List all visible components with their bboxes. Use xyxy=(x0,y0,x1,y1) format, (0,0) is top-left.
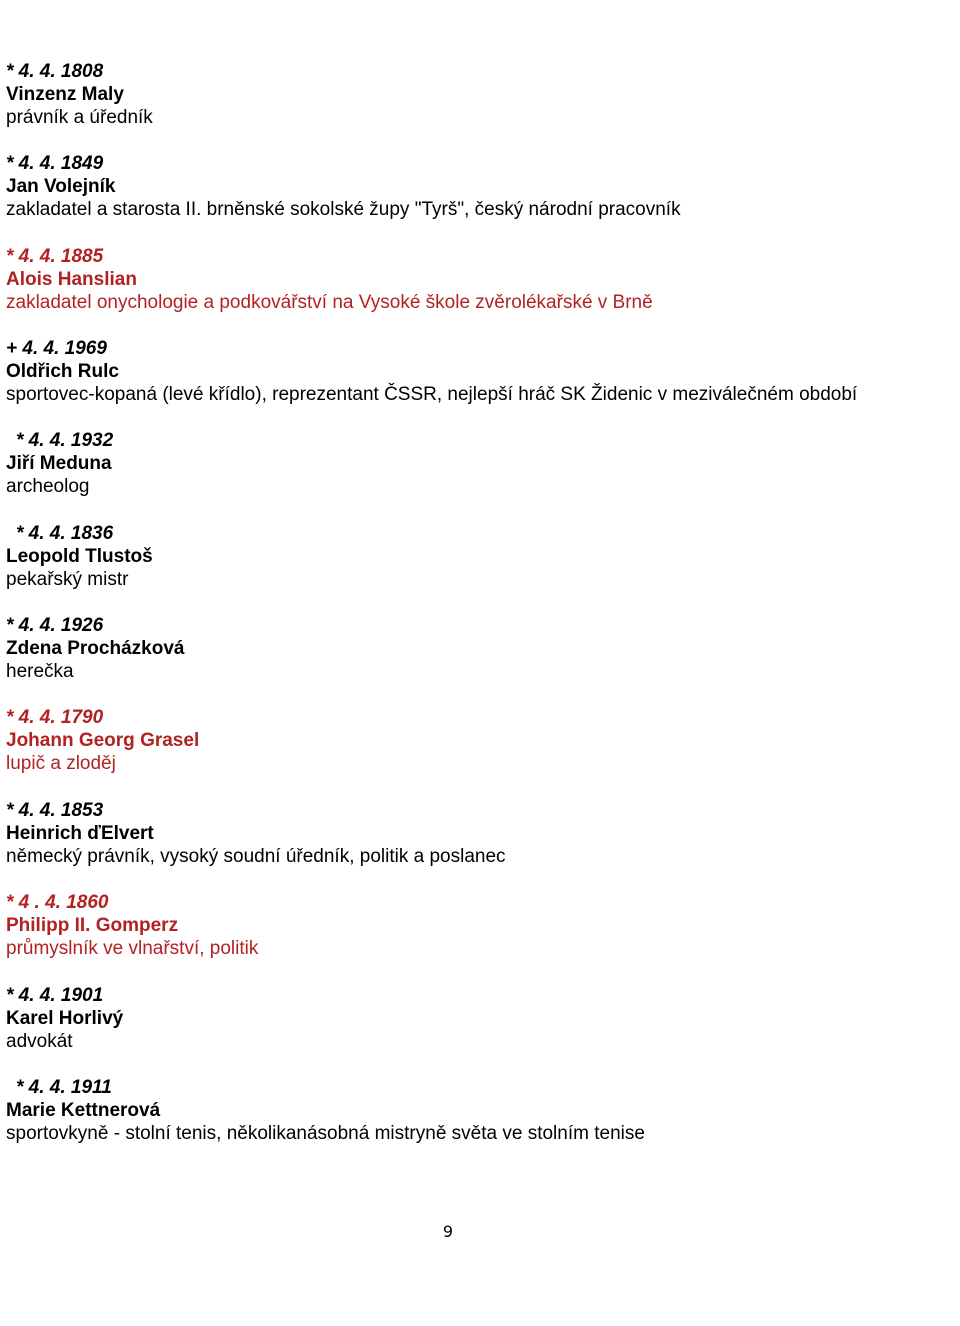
entry-karel-horlivy xyxy=(6,984,946,1053)
entry-name: Jan Volejník xyxy=(6,176,116,197)
entry-zdena-prochazkova xyxy=(6,614,946,683)
entry-name: Karel Horlivý xyxy=(6,1008,124,1029)
entry-name: Marie Kettnerová xyxy=(6,1100,161,1121)
entry-name: Alois Hanslian xyxy=(6,269,137,290)
entry-date: * 4. 4. 1911 xyxy=(16,1077,112,1098)
entry-description: průmyslník ve vlnařství, politik xyxy=(6,938,259,959)
entry-leopold-tlustos xyxy=(6,522,946,591)
entry-description: zakladatel a starosta II. brněnské sokolské župy "Tyrš", český národní pracovník xyxy=(6,199,681,220)
entry-name: Jiří Meduna xyxy=(6,453,112,474)
entry-date: * 4. 4. 1790 xyxy=(6,707,104,728)
entry-name: Johann Georg Grasel xyxy=(6,730,200,751)
entry-name: Zdena Procházková xyxy=(6,638,185,659)
entry-alois-hanslian xyxy=(6,245,946,314)
page-number: 9 xyxy=(442,1222,454,1241)
entry-marie-kettnerova xyxy=(6,1076,946,1145)
entry-johann-georg-grasel xyxy=(6,706,946,775)
entry-vinzenz-maly xyxy=(6,60,946,129)
entry-description: pekařský mistr xyxy=(6,569,129,590)
entry-description: advokát xyxy=(6,1031,73,1052)
entry-description: archeolog xyxy=(6,476,90,497)
entry-description: sportovec-kopaná (levé křídlo), reprezentant ČSSR, nejlepší hráč SK Židenic v meziválečném období xyxy=(6,384,858,405)
entry-name: Philipp II. Gomperz xyxy=(6,915,179,936)
entry-date: * 4. 4. 1849 xyxy=(6,153,104,174)
entry-date: + 4. 4. 1969 xyxy=(6,338,107,359)
entry-date: * 4. 4. 1808 xyxy=(6,61,104,82)
entry-name: Leopold Tlustoš xyxy=(6,546,153,567)
entry-philipp-gomperz xyxy=(6,891,946,960)
entry-oldrich-rulc xyxy=(6,337,946,406)
entry-date: * 4 . 4. 1860 xyxy=(6,892,109,913)
entry-date: * 4. 4. 1901 xyxy=(6,985,104,1006)
entry-description: právník a úředník xyxy=(6,107,153,128)
entry-jan-volejnik xyxy=(6,152,946,221)
entry-date: * 4. 4. 1885 xyxy=(6,246,104,267)
entry-date: * 4. 4. 1836 xyxy=(16,523,114,544)
entry-heinrich-delvert xyxy=(6,799,946,868)
entry-description: zakladatel onychologie a podkovářství na Vysoké škole zvěrolékařské v Brně xyxy=(6,292,653,313)
entry-name: Vinzenz Maly xyxy=(6,84,124,105)
entry-name: Heinrich ďElvert xyxy=(6,823,154,844)
entry-date: * 4. 4. 1932 xyxy=(16,430,114,451)
entry-date: * 4. 4. 1926 xyxy=(6,615,104,636)
entry-description: herečka xyxy=(6,661,74,682)
entry-description: sportovkyně - stolní tenis, několikanásobná mistryně světa ve stolním tenise xyxy=(6,1123,645,1144)
entry-description: lupič a zloděj xyxy=(6,753,116,774)
entry-name: Oldřich Rulc xyxy=(6,361,119,382)
entry-date: * 4. 4. 1853 xyxy=(6,800,104,821)
entry-jiri-meduna xyxy=(6,429,946,498)
entry-description: německý právník, vysoký soudní úředník, politik a poslanec xyxy=(6,846,506,867)
